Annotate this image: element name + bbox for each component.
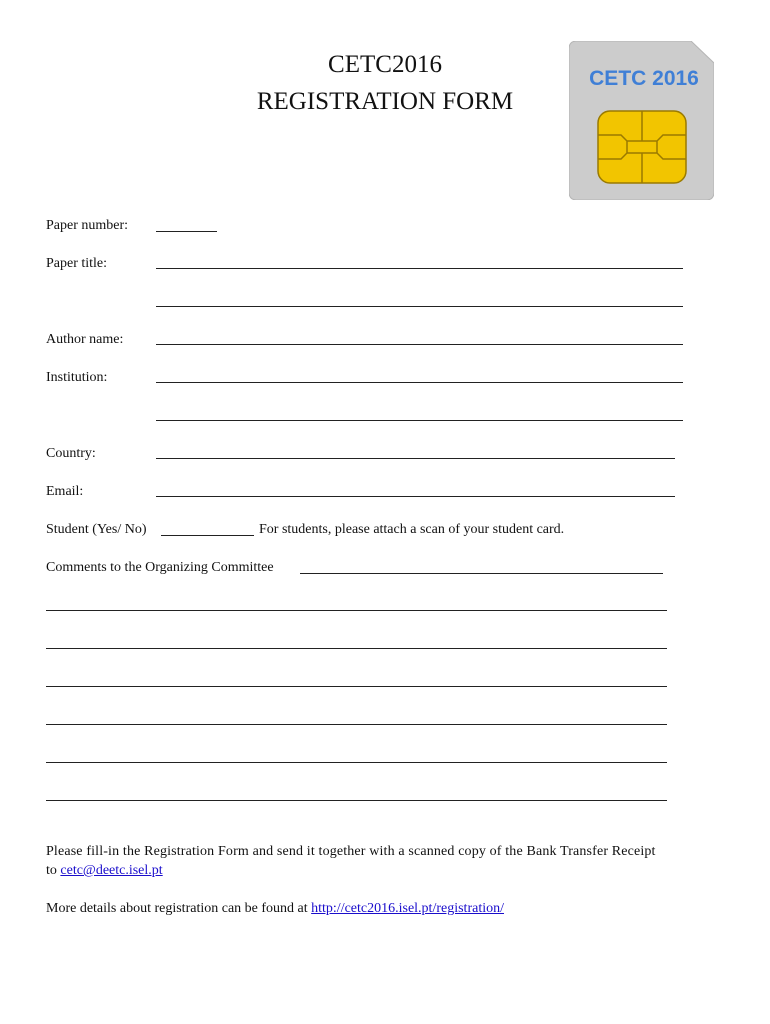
email-label: Email: [46, 484, 84, 499]
instruction-to: to [46, 863, 57, 878]
author-name-label: Author name: [46, 332, 124, 347]
paper-title-field-line1[interactable] [156, 268, 683, 269]
email-field[interactable] [156, 496, 675, 497]
student-note: For students, please attach a scan of your student card. [259, 522, 565, 537]
student-field[interactable] [161, 535, 254, 536]
comments-field-line6[interactable] [46, 800, 667, 801]
comments-field-line0[interactable] [300, 573, 663, 574]
sim-card-chip-icon [569, 41, 714, 200]
details-line [46, 898, 504, 919]
institution-label: Institution: [46, 370, 108, 385]
logo-text: CETC 2016 [589, 67, 699, 90]
comments-field-line4[interactable] [46, 724, 667, 725]
cetc-logo [569, 41, 714, 200]
paper-number-label: Paper number: [46, 218, 129, 233]
comments-field-line5[interactable] [46, 762, 667, 763]
author-name-field[interactable] [156, 344, 683, 345]
registration-link[interactable]: http://cetc2016.isel.pt/registration/ [311, 901, 504, 916]
comments-field-line2[interactable] [46, 648, 667, 649]
instruction-line2 [46, 860, 163, 881]
page-title-line2: REGISTRATION FORM [256, 88, 514, 115]
details-text: More details about registration can be found at [46, 901, 308, 916]
comments-label: Comments to the Organizing Committee [46, 560, 274, 575]
country-field[interactable] [156, 458, 675, 459]
student-label: Student (Yes/ No) [46, 522, 147, 537]
institution-field-line2[interactable] [156, 420, 683, 421]
comments-field-line1[interactable] [46, 610, 667, 611]
page-title-line1: CETC2016 [328, 51, 442, 78]
comments-field-line3[interactable] [46, 686, 667, 687]
country-label: Country: [46, 446, 96, 461]
paper-title-label: Paper title: [46, 256, 108, 271]
paper-title-field-line2[interactable] [156, 306, 683, 307]
institution-field-line1[interactable] [156, 382, 683, 383]
instruction-text: Please fill-in the Registration Form and send it together with a scanned copy of the Bank Transfer Receipt [46, 844, 656, 859]
paper-number-field[interactable] [156, 231, 217, 232]
email-link[interactable]: cetc@deetc.isel.pt [60, 863, 163, 878]
